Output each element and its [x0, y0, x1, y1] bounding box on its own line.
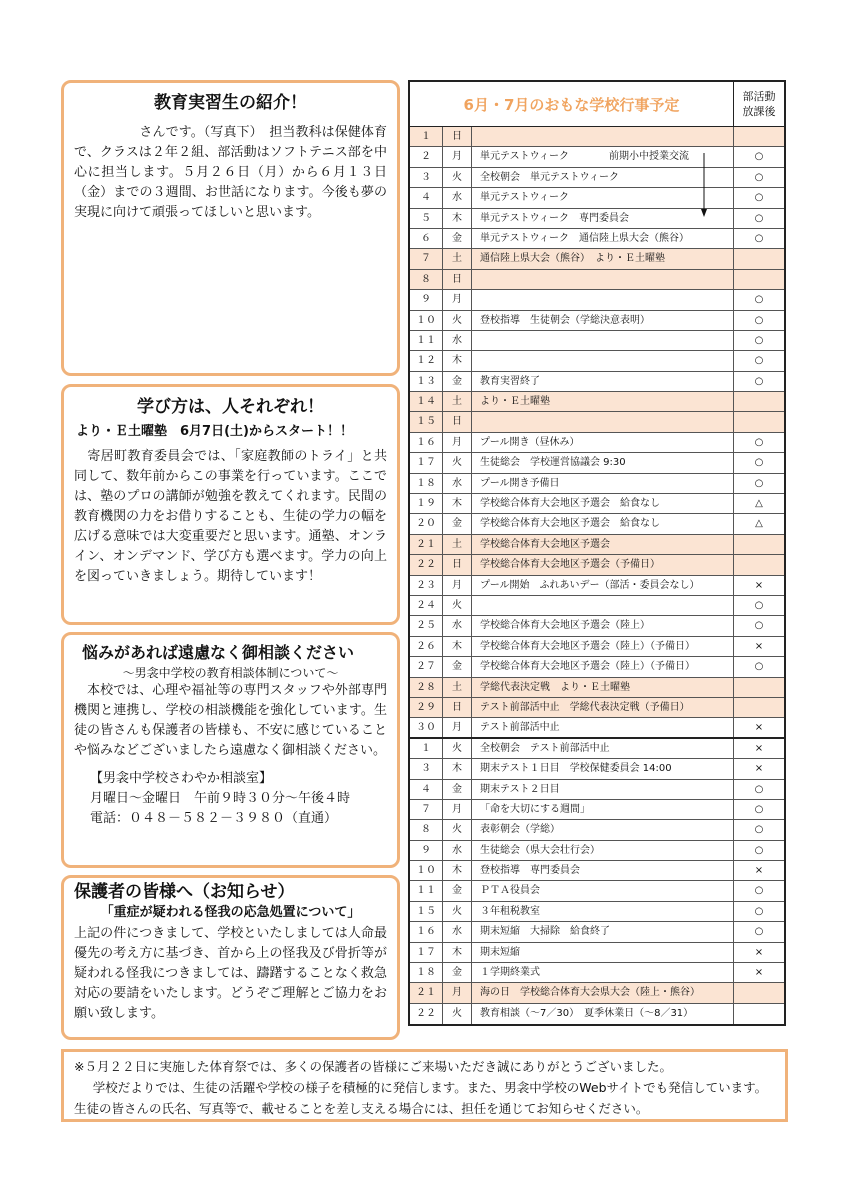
table-row: [410, 943, 784, 963]
weekday-cell: 金: [443, 372, 472, 391]
date-cell: １８: [410, 963, 443, 982]
club-cell: ○: [754, 171, 764, 183]
learning-box: [61, 384, 400, 625]
club-header-2: 放課後: [742, 105, 776, 118]
club-cell: [734, 555, 784, 574]
club-cell: [734, 127, 784, 146]
date-cell: １０: [410, 861, 443, 880]
weekday-cell: 月: [443, 983, 472, 1002]
weekday-cell: 木: [443, 861, 472, 880]
date-cell: ７: [410, 800, 443, 819]
weekday-cell: 木: [443, 943, 472, 962]
club-cell: [734, 392, 784, 411]
table-row: [410, 555, 784, 575]
club-cell: [734, 249, 784, 268]
weekday-cell: 金: [443, 881, 472, 900]
club-cell: ×: [754, 946, 764, 958]
event-cell: 期末短縮 大掃除 給食終了: [472, 922, 734, 941]
event-cell: 学校総合体育大会地区予選会 給食なし: [472, 494, 734, 513]
club-cell: ○: [754, 151, 764, 163]
consult-box: [61, 632, 400, 868]
table-row: [410, 902, 784, 922]
club-cell: [734, 535, 784, 554]
event-cell: 学校総合体育大会地区予選会（陸上）（予備日）: [472, 657, 734, 676]
date-cell: １８: [410, 474, 443, 493]
club-cell: ×: [754, 640, 764, 652]
event-cell: 学校総合体育大会地区予選会（予備日）: [472, 555, 734, 574]
contact-name: 【男衾中学校さわやか相談室】: [90, 771, 273, 786]
club-cell: [734, 270, 784, 289]
club-cell: ○: [754, 334, 764, 346]
event-cell: [472, 331, 734, 350]
date-cell: ２７: [410, 657, 443, 676]
contact-phone: 電話：０４８－５８２－３９８０（直通）: [90, 811, 338, 826]
club-cell: [734, 698, 784, 717]
weekday-cell: 日: [443, 270, 472, 289]
weekday-cell: 土: [443, 678, 472, 697]
club-header: [734, 82, 784, 126]
event-cell: 学校総合体育大会地区予選会: [472, 535, 734, 554]
weekday-cell: 木: [443, 494, 472, 513]
club-cell: ○: [754, 477, 764, 489]
date-cell: ２５: [410, 616, 443, 635]
event-cell: １学期終業式: [472, 963, 734, 982]
date-cell: ３０: [410, 718, 443, 736]
club-cell: ○: [754, 905, 764, 917]
notice-line-1: ※５月２２日に実施した体育祭では、多くの保護者の皆様にご来場いただき誠にありがとうございました。: [74, 1059, 672, 1074]
club-cell: ○: [754, 844, 764, 856]
table-row: [410, 249, 784, 269]
club-cell: [734, 678, 784, 697]
consult-text: 本校では、心理や福祉等の専門スタッフや外部専門機関と連携し、学校の相談機能を強化しています。生徒の皆さんも保護者の皆様も、不安に感じていることや悩みなどございましたら遠慮なく御相談ください。: [74, 683, 387, 758]
weekday-cell: 月: [443, 718, 472, 736]
table-row: [410, 739, 784, 759]
learning-text: 寄居町教育委員会では、「家庭教師のトライ」と共同して、数年前からこの事業を行っています。ここでは、塾のプロの講師が勉強を教えてくれます。民間の教育機関の力をお借りすることも、生徒の学力の幅を広げる意味では大変重要だと思います。通塾、オンライン、オンデマンド、学び方も選べます。学力の向上を図っていきましょう。期待しています！: [74, 449, 387, 584]
schedule-rows: [410, 127, 784, 1024]
date-cell: ４: [410, 188, 443, 207]
intro-title: 教育実習生の紹介！: [154, 93, 307, 113]
table-row: [410, 637, 784, 657]
club-cell: [734, 1004, 784, 1024]
weekday-cell: 火: [443, 596, 472, 615]
date-cell: ２１: [410, 535, 443, 554]
consult-contact: [90, 769, 387, 829]
event-cell: 生徒総会 学校運営協議会 9:30: [472, 453, 734, 472]
weekday-cell: 火: [443, 902, 472, 921]
event-cell: 表彰朝会（学総）: [472, 820, 734, 839]
club-cell: ○: [754, 926, 764, 938]
club-cell: ○: [754, 803, 764, 815]
weekday-cell: 水: [443, 188, 472, 207]
club-cell: ○: [754, 212, 764, 224]
event-cell: 学校総合体育大会地区予選会（陸上）（予備日）: [472, 637, 734, 656]
date-cell: １: [410, 127, 443, 146]
date-cell: ５: [410, 209, 443, 228]
date-cell: ９: [410, 841, 443, 860]
arrow-down-icon: [701, 153, 707, 217]
event-cell: 教育実習終了: [472, 372, 734, 391]
weekday-cell: 水: [443, 331, 472, 350]
event-cell: [472, 351, 734, 370]
date-cell: ７: [410, 249, 443, 268]
date-cell: ８: [410, 820, 443, 839]
date-cell: １４: [410, 392, 443, 411]
learning-subtitle: より・Ｅ土曜塾 6月7日(土)からスタート！！: [76, 424, 353, 439]
weekday-cell: 水: [443, 841, 472, 860]
date-cell: １５: [410, 412, 443, 431]
event-cell: テスト前部活中止 学総代表決定戦（予備日）: [472, 698, 734, 717]
club-cell: ○: [754, 436, 764, 448]
date-cell: ２２: [410, 555, 443, 574]
club-cell: ○: [754, 599, 764, 611]
club-cell: ×: [754, 722, 764, 734]
table-row: [410, 1004, 784, 1024]
weekday-cell: 日: [443, 127, 472, 146]
weekday-cell: 火: [443, 1004, 472, 1024]
weekday-cell: 月: [443, 290, 472, 309]
club-cell: ×: [754, 742, 764, 754]
event-cell: ＰＴＡ役員会: [472, 881, 734, 900]
parents-subtitle: 「重症が疑われる怪我の応急処置について」: [100, 905, 361, 920]
table-row: [410, 800, 784, 820]
weekday-cell: 木: [443, 209, 472, 228]
table-row: [410, 331, 784, 351]
weekday-cell: 月: [443, 147, 472, 166]
club-cell: △: [755, 498, 763, 510]
table-row: [410, 209, 784, 229]
event-cell: 単元テストウィーク 通信陸上県大会（熊谷）: [472, 229, 734, 248]
table-row: [410, 351, 784, 371]
weekday-cell: 土: [443, 249, 472, 268]
weekday-cell: 金: [443, 514, 472, 533]
club-cell: ○: [754, 824, 764, 836]
club-cell: [734, 983, 784, 1002]
table-row: [410, 188, 784, 208]
event-cell: 「命を大切にする週間」: [472, 800, 734, 819]
event-cell: 単元テストウィーク 前期小中授業交流: [472, 147, 734, 166]
club-cell: ○: [754, 457, 764, 469]
event-cell: 生徒総会（県大会壮行会）: [472, 841, 734, 860]
weekday-cell: 土: [443, 392, 472, 411]
table-row: [410, 147, 784, 167]
date-cell: １０: [410, 311, 443, 330]
table-row: [410, 881, 784, 901]
club-cell: ○: [754, 192, 764, 204]
weekday-cell: 日: [443, 698, 472, 717]
weekday-cell: 木: [443, 351, 472, 370]
club-cell: ○: [754, 314, 764, 326]
club-cell: [734, 412, 784, 431]
table-row: [410, 861, 784, 881]
notice-line-2: 学校だよりでは、生徒の活躍や学校の様子を積極的に発信します。また、男衾中学校のWebサイトでも発信しています。生徒の皆さんの氏名、写真等で、載せることを差し支える場合には、担任を通じてお知らせください。: [74, 1080, 768, 1116]
date-cell: ２８: [410, 678, 443, 697]
weekday-cell: 火: [443, 453, 472, 472]
weekday-cell: 土: [443, 535, 472, 554]
club-cell: ×: [754, 579, 764, 591]
event-cell: プール開き予備日: [472, 474, 734, 493]
event-cell: プール開始 ふれあいデー（部活・委員会なし）: [472, 576, 734, 595]
intro-text: さんです。（写真下） 担当教科は保健体育で、クラスは２年２組、部活動はソフトテニス部を中心に担当します。５月２６日（月）から６月１３日（金）までの３週間、お世話になります。今後も夢の実現に向けて頑張ってほしいと思います。: [74, 125, 387, 220]
weekday-cell: 月: [443, 576, 472, 595]
date-cell: ６: [410, 229, 443, 248]
table-row: [410, 820, 784, 840]
event-cell: プール開き（昼休み）: [472, 433, 734, 452]
table-row: [410, 678, 784, 698]
table-row: [410, 270, 784, 290]
table-row: [410, 535, 784, 555]
table-row: [410, 229, 784, 249]
weekday-cell: 木: [443, 759, 472, 778]
parents-title: 保護者の皆様へ（お知らせ）: [74, 882, 295, 902]
event-cell: 全校朝会 テスト前部活中止: [472, 739, 734, 758]
date-cell: １: [410, 739, 443, 758]
club-cell: △: [755, 518, 763, 530]
weekday-cell: 金: [443, 229, 472, 248]
table-row: [410, 596, 784, 616]
contact-hours: 月曜日～金曜日 午前９時３０分～午後４時: [90, 791, 351, 806]
event-cell: 通信陸上県大会（熊谷） より・Ｅ土曜塾: [472, 249, 734, 268]
table-row: [410, 983, 784, 1003]
club-cell: ○: [754, 783, 764, 795]
parents-text: 上記の件につきまして、学校といたしましては人命最優先の考え方に基づき、首から上の怪我及び骨折等が疑われる怪我につきましては、躊躇することなく救急対応の要請をいたします。どうぞご理解とご協力をお願い致します。: [74, 926, 387, 1021]
date-cell: １２: [410, 351, 443, 370]
event-cell: ３年租税教室: [472, 902, 734, 921]
table-row: [410, 168, 784, 188]
date-cell: ２１: [410, 983, 443, 1002]
club-cell: ○: [754, 294, 764, 306]
event-cell: [472, 412, 734, 431]
event-cell: [472, 596, 734, 615]
date-cell: １９: [410, 494, 443, 513]
date-cell: ２９: [410, 698, 443, 717]
table-row: [410, 412, 784, 432]
date-cell: １７: [410, 453, 443, 472]
club-cell: ○: [754, 661, 764, 673]
date-cell: ３: [410, 168, 443, 187]
weekday-cell: 火: [443, 820, 472, 839]
table-row: [410, 453, 784, 473]
event-cell: [472, 270, 734, 289]
event-cell: 教育相談（～7／30） 夏季休業日（～8／31）: [472, 1004, 734, 1024]
date-cell: １３: [410, 372, 443, 391]
event-cell: 単元テストウィーク: [472, 188, 734, 207]
table-row: [410, 759, 784, 779]
date-cell: ２０: [410, 514, 443, 533]
event-cell: [472, 290, 734, 309]
event-cell: 期末テスト１日目 学校保健委員会 14:00: [472, 759, 734, 778]
weekday-cell: 火: [443, 739, 472, 758]
table-row: [410, 474, 784, 494]
date-cell: １６: [410, 433, 443, 452]
weekday-cell: 日: [443, 555, 472, 574]
event-cell: テスト前部活中止: [472, 718, 734, 736]
event-cell: 単元テストウィーク 専門委員会: [472, 209, 734, 228]
date-cell: ４: [410, 780, 443, 799]
club-cell: ×: [754, 967, 764, 979]
table-row: [410, 718, 784, 738]
learning-title: 学び方は、人それぞれ！: [137, 397, 324, 417]
weekday-cell: 日: [443, 412, 472, 431]
date-cell: １１: [410, 881, 443, 900]
club-header-1: 部活動: [742, 90, 776, 103]
table-row: [410, 616, 784, 636]
event-cell: 学総代表決定戦 より・Ｅ土曜塾: [472, 678, 734, 697]
weekday-cell: 水: [443, 474, 472, 493]
weekday-cell: 月: [443, 433, 472, 452]
table-row: [410, 372, 784, 392]
date-cell: ２２: [410, 1004, 443, 1024]
club-cell: ○: [754, 355, 764, 367]
weekday-cell: 月: [443, 800, 472, 819]
event-cell: 学校総合体育大会地区予選会 給食なし: [472, 514, 734, 533]
weekday-cell: 火: [443, 311, 472, 330]
date-cell: ２３: [410, 576, 443, 595]
intro-box: [61, 80, 400, 376]
date-cell: ９: [410, 290, 443, 309]
table-row: [410, 127, 784, 147]
weekday-cell: 金: [443, 780, 472, 799]
table-row: [410, 576, 784, 596]
event-cell: 期末短縮: [472, 943, 734, 962]
club-cell: ○: [754, 620, 764, 632]
event-cell: 学校総合体育大会地区予選会（陸上）: [472, 616, 734, 635]
schedule-header: [410, 82, 784, 127]
event-cell: [472, 127, 734, 146]
weekday-cell: 水: [443, 616, 472, 635]
date-cell: １１: [410, 331, 443, 350]
table-row: [410, 780, 784, 800]
date-cell: １６: [410, 922, 443, 941]
event-cell: 海の日 学校総合体育大会県大会（陸上・熊谷）: [472, 983, 734, 1002]
table-row: [410, 514, 784, 534]
table-row: [410, 433, 784, 453]
date-cell: ３: [410, 759, 443, 778]
date-cell: ８: [410, 270, 443, 289]
table-row: [410, 290, 784, 310]
weekday-cell: 火: [443, 168, 472, 187]
date-cell: ２４: [410, 596, 443, 615]
table-row: [410, 494, 784, 514]
event-cell: より・Ｅ土曜塾: [472, 392, 734, 411]
weekday-cell: 水: [443, 922, 472, 941]
weekday-cell: 金: [443, 657, 472, 676]
table-row: [410, 922, 784, 942]
schedule-title: 6月・7月のおもな学校行事予定: [410, 82, 734, 126]
consult-subtitle: ～男衾中学校の教育相談体制について～: [122, 666, 339, 680]
club-cell: ×: [754, 865, 764, 877]
event-cell: 登校指導 生徒朝会（学総決意表明）: [472, 311, 734, 330]
event-cell: 登校指導 専門委員会: [472, 861, 734, 880]
club-cell: ○: [754, 232, 764, 244]
weekday-cell: 金: [443, 963, 472, 982]
date-cell: １７: [410, 943, 443, 962]
club-cell: ○: [754, 885, 764, 897]
table-row: [410, 392, 784, 412]
club-cell: ○: [754, 375, 764, 387]
date-cell: ２: [410, 147, 443, 166]
club-cell: ×: [754, 763, 764, 775]
parents-box: [61, 875, 400, 1040]
table-row: [410, 963, 784, 983]
schedule-table: [408, 80, 786, 1026]
weekday-cell: 木: [443, 637, 472, 656]
event-cell: 全校朝会 単元テストウィーク: [472, 168, 734, 187]
table-row: [410, 841, 784, 861]
event-cell: 期末テスト２日目: [472, 780, 734, 799]
table-row: [410, 657, 784, 677]
notice-box: [61, 1049, 788, 1122]
consult-title: 悩みがあれば遠慮なく御相談ください: [82, 643, 355, 662]
table-row: [410, 311, 784, 331]
date-cell: １５: [410, 902, 443, 921]
date-cell: ２６: [410, 637, 443, 656]
table-row: [410, 698, 784, 718]
